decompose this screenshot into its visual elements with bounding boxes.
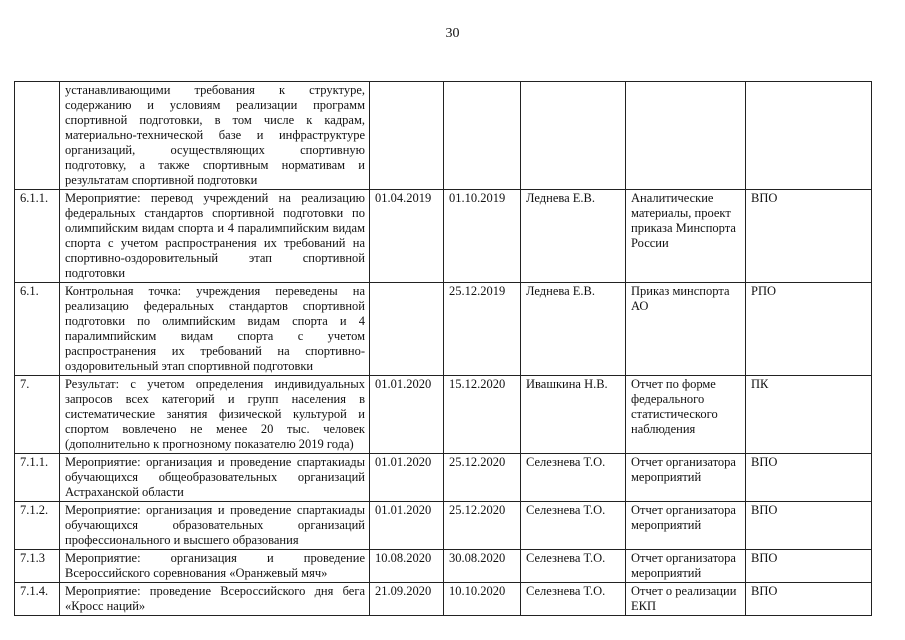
row-end-date: 30.08.2020 xyxy=(444,550,521,583)
table-row xyxy=(15,550,872,583)
row-number: 6.1. xyxy=(15,283,60,376)
table-row xyxy=(15,82,872,190)
row-level: ВПО xyxy=(746,454,872,502)
row-start-date: 01.01.2020 xyxy=(370,502,444,550)
row-number: 7.1.3 xyxy=(15,550,60,583)
row-end-date: 25.12.2020 xyxy=(444,454,521,502)
row-document: Отчет о реализации ЕКП xyxy=(626,583,746,616)
row-document: Отчет организатора мероприятий xyxy=(626,550,746,583)
row-responsible: Селезнева Т.О. xyxy=(521,583,626,616)
row-level: ВПО xyxy=(746,583,872,616)
row-start-date xyxy=(370,283,444,376)
row-description: Мероприятие: организация и проведение спартакиады обучающихся образовательных организаций профессионального и высшего образования xyxy=(60,502,370,550)
table-row xyxy=(15,376,872,454)
table-row xyxy=(15,454,872,502)
row-start-date: 01.01.2020 xyxy=(370,454,444,502)
row-responsible: Леднева Е.В. xyxy=(521,283,626,376)
table-row xyxy=(15,283,872,376)
row-end-date: 10.10.2020 xyxy=(444,583,521,616)
row-end-date: 15.12.2020 xyxy=(444,376,521,454)
row-level: ВПО xyxy=(746,502,872,550)
row-description: Мероприятие: организация и проведение Всероссийского соревнования «Оранжевый мяч» xyxy=(60,550,370,583)
row-start-date: 21.09.2020 xyxy=(370,583,444,616)
row-document xyxy=(626,82,746,190)
row-end-date: 01.10.2019 xyxy=(444,190,521,283)
row-start-date: 10.08.2020 xyxy=(370,550,444,583)
row-document: Отчет организатора мероприятий xyxy=(626,454,746,502)
table-row xyxy=(15,190,872,283)
row-number: 6.1.1. xyxy=(15,190,60,283)
row-responsible: Селезнева Т.О. xyxy=(521,550,626,583)
row-number: 7.1.2. xyxy=(15,502,60,550)
row-description: Мероприятие: организация и проведение спартакиады обучающихся общеобразовательных организаций Астраханской области xyxy=(60,454,370,502)
row-level: ПК xyxy=(746,376,872,454)
row-description: Мероприятие: проведение Всероссийского дня бега «Кросс наций» xyxy=(60,583,370,616)
table-row xyxy=(15,502,872,550)
row-level xyxy=(746,82,872,190)
row-description: устанавливающими требования к структуре, содержанию и условиям реализации программ спортивной подготовки, в том числе к кадрам, материально-технической базе и инфраструктуре организаций, осуществляющих спортивную подготовку, а также спортивным нормативам и результатам спортивной подготовки xyxy=(60,82,370,190)
row-start-date: 01.04.2019 xyxy=(370,190,444,283)
table-row xyxy=(15,583,872,616)
row-start-date: 01.01.2020 xyxy=(370,376,444,454)
row-number xyxy=(15,82,60,190)
row-start-date xyxy=(370,82,444,190)
row-responsible: Ивашкина Н.В. xyxy=(521,376,626,454)
row-level: ВПО xyxy=(746,190,872,283)
row-end-date: 25.12.2019 xyxy=(444,283,521,376)
row-number: 7.1.4. xyxy=(15,583,60,616)
row-number: 7. xyxy=(15,376,60,454)
row-document: Отчет организатора мероприятий xyxy=(626,502,746,550)
row-end-date: 25.12.2020 xyxy=(444,502,521,550)
row-document: Приказ минспорта АО xyxy=(626,283,746,376)
row-number: 7.1.1. xyxy=(15,454,60,502)
row-description: Мероприятие: перевод учреждений на реализацию федеральных стандартов спортивной подготовки по олимпийским видам спорта и 4 паралимпийским видам спорта с учетом распространения их требований на спортивно-оздоровительный этап спортивной подготовки xyxy=(60,190,370,283)
row-end-date xyxy=(444,82,521,190)
row-responsible: Селезнева Т.О. xyxy=(521,454,626,502)
row-description: Контрольная точка: учреждения переведены на реализацию федеральных стандартов спортивной подготовки по олимпийским видам спорта и 4 паралимпийским видам спорта с учетом распространения их требований на спортивно-оздоровительный этап спортивной подготовки xyxy=(60,283,370,376)
plan-table xyxy=(14,81,872,616)
row-responsible: Леднева Е.В. xyxy=(521,190,626,283)
row-level: РПО xyxy=(746,283,872,376)
row-responsible: Селезнева Т.О. xyxy=(521,502,626,550)
row-document: Аналитические материалы, проект приказа Минспорта России xyxy=(626,190,746,283)
row-responsible xyxy=(521,82,626,190)
row-document: Отчет по форме федерального статистического наблюдения xyxy=(626,376,746,454)
row-description: Результат: с учетом определения индивидуальных запросов всех категорий и групп населения в систематические занятия физической культурой и спортом вовлечено не менее 20 тыс. человек (дополнительно к прогнозному показателю 2019 года) xyxy=(60,376,370,454)
row-level: ВПО xyxy=(746,550,872,583)
page-number: 30 xyxy=(445,26,460,41)
